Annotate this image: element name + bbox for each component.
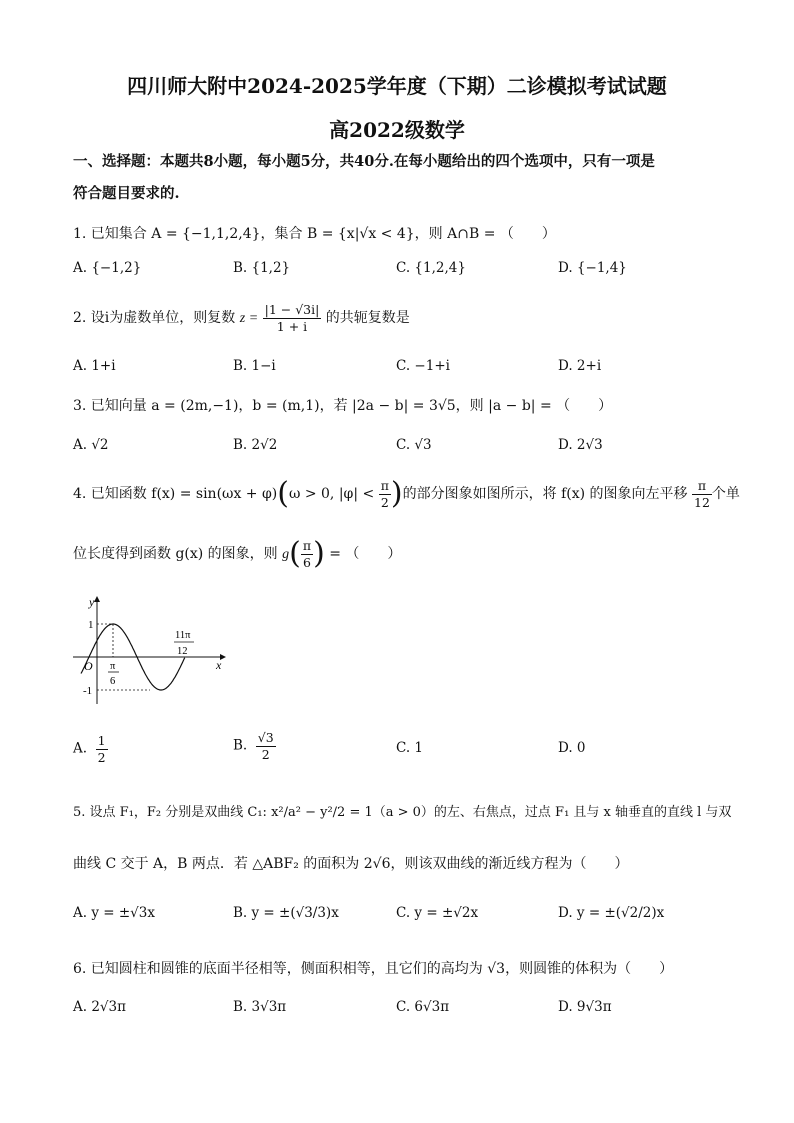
q4-option-d: D. 0 bbox=[558, 740, 586, 756]
origin-label: O bbox=[84, 659, 93, 673]
exam-subtitle: 高2022级数学 bbox=[329, 118, 465, 142]
q4-opt-b-frac bbox=[256, 730, 276, 762]
q4-opt-b-den: 2 bbox=[261, 746, 270, 762]
q2-z-eq: z = bbox=[239, 311, 259, 327]
q2-option-b: B. 1−i bbox=[233, 358, 276, 374]
section-heading-line1: 一、选择题：本题共8小题，每小题5分，共40分.在每小题给出的四个选项中，只有一项是 bbox=[73, 153, 655, 170]
q5-option-a: A. y = ±√3x bbox=[73, 905, 155, 921]
pi6-den: 6 bbox=[110, 676, 116, 687]
q2-option-d: D. 2+i bbox=[558, 358, 602, 374]
q4-opt-a-den: 2 bbox=[97, 749, 106, 765]
q6-option-b: B. 3√3π bbox=[233, 999, 287, 1015]
q4-six: 6 bbox=[302, 554, 311, 570]
left-paren: ( bbox=[277, 476, 289, 512]
q1-option-d: D. {−1,4} bbox=[558, 260, 627, 276]
q6-option-a: A. 2√3π bbox=[73, 999, 126, 1015]
eleven-pi-den: 12 bbox=[177, 646, 188, 657]
q2-frac-den: 1 + i bbox=[276, 318, 308, 334]
q4-part-a: 4. 已知函数 f(x) = sin(ωx + φ) bbox=[73, 486, 278, 503]
q4-option-c: C. 1 bbox=[396, 740, 424, 756]
q3-option-c: C. √3 bbox=[396, 437, 432, 453]
q4-pi: π bbox=[380, 478, 389, 493]
q3-option-d: D. 2√3 bbox=[558, 437, 603, 453]
q2-frac-num: |1 − √3i| bbox=[264, 302, 320, 317]
q2-fraction bbox=[263, 302, 322, 334]
q2-option-c: C. −1+i bbox=[396, 358, 450, 374]
q5-option-c: C. y = ±√2x bbox=[396, 905, 479, 921]
question-5-line1: 5. 设点 F₁，F₂ 分别是双曲线 C₁: x²/a² − y²/2 = 1（a > 0）的左、右焦点，过点 F₁ 且与 x 轴垂直的直线 l 与双 bbox=[73, 805, 732, 820]
q4-g: g bbox=[282, 547, 290, 563]
q4-option-a: A. $\frac{1}{2}$ bbox=[73, 733, 106, 765]
pi6-num: π bbox=[110, 661, 116, 672]
right-paren: ) bbox=[390, 476, 403, 512]
q1-option-c: C. {1,2,4} bbox=[396, 260, 466, 276]
eleven-pi-num: 11π bbox=[175, 630, 191, 641]
question-6: 6. 已知圆柱和圆锥的底面半径相等，侧面积相等，且它们的高均为 √3，则圆锥的体积为（ ） bbox=[73, 961, 674, 977]
y-axis-label: y bbox=[89, 595, 95, 609]
tick-label-minus-1: -1 bbox=[83, 685, 93, 697]
q4-opt-a-num: 1 bbox=[97, 733, 106, 748]
q4-pi-3: π bbox=[302, 538, 312, 553]
q4-part-d: 个单 bbox=[711, 486, 740, 503]
q4-line2-a: 位长度得到函数 g(x) 的图象，则 bbox=[73, 546, 278, 563]
q4-opt-b-num: √3 bbox=[257, 730, 274, 745]
question-4-line2 bbox=[73, 538, 401, 570]
q4-option-b: B. $\frac{√3}{2}$ bbox=[233, 730, 274, 762]
q2-suffix: 的共轭复数是 bbox=[325, 310, 410, 327]
exam-title: 四川师大附中2024-2025学年度（下期）二诊模拟考试试题 bbox=[127, 74, 667, 98]
q4-opt-a-frac bbox=[96, 733, 108, 765]
q4-twelve: 12 bbox=[694, 494, 710, 510]
q3-option-a: A. √2 bbox=[73, 437, 109, 453]
x-axis-label: x bbox=[216, 658, 222, 672]
section-heading-line2: 符合题目要求的. bbox=[73, 185, 180, 202]
q6-option-d: D. 9√3π bbox=[558, 999, 612, 1015]
q1-option-a: A. {−1,2} bbox=[73, 260, 142, 276]
question-1: 1. 已知集合 A = {−1,1,2,4}，集合 B = {x|√x < 4}，则 A∩B = （ ） bbox=[73, 226, 556, 242]
right-paren-2: ) bbox=[313, 536, 325, 572]
q5-option-b: B. y = ±(√3/3)x bbox=[233, 905, 339, 921]
tick-label-1: 1 bbox=[88, 619, 94, 631]
q4-two: 2 bbox=[380, 494, 389, 510]
q2-prefix: 2. 设i为虚数单位，则复数 bbox=[73, 310, 236, 327]
q4-pi-over-12 bbox=[692, 478, 712, 510]
q4-pi-over-6 bbox=[301, 538, 313, 570]
q4-pi-over-2 bbox=[379, 478, 391, 510]
q4-part-c: 的部分图象如图所示，将 f(x) 的图象向左平移 bbox=[402, 486, 688, 503]
q3-option-b: B. 2√2 bbox=[233, 437, 278, 453]
q4-pi-2: π bbox=[692, 478, 712, 495]
left-paren-2: ( bbox=[289, 536, 301, 572]
question-5-line2: 曲线 C 交于 A，B 两点．若 △ABF₂ 的面积为 2√6，则该双曲线的渐近线方程为（ ） bbox=[73, 856, 629, 872]
sine-graph bbox=[70, 592, 240, 712]
q2-option-a: A. 1+i bbox=[73, 358, 116, 374]
q4-part-b: ω > 0, |φ| < bbox=[288, 486, 375, 503]
q5-option-d: D. y = ±(√2/2)x bbox=[558, 905, 665, 921]
q4-line2-b: = （ ） bbox=[329, 546, 402, 563]
question-4-line1 bbox=[73, 478, 740, 510]
question-2 bbox=[73, 302, 410, 334]
q1-option-b: B. {1,2} bbox=[233, 260, 291, 276]
question-3: 3. 已知向量 a = (2m,−1)，b = (m,1)，若 |2a − b| = 3√5，则 |a − b| = （ ） bbox=[73, 398, 613, 414]
q6-option-c: C. 6√3π bbox=[396, 999, 450, 1015]
